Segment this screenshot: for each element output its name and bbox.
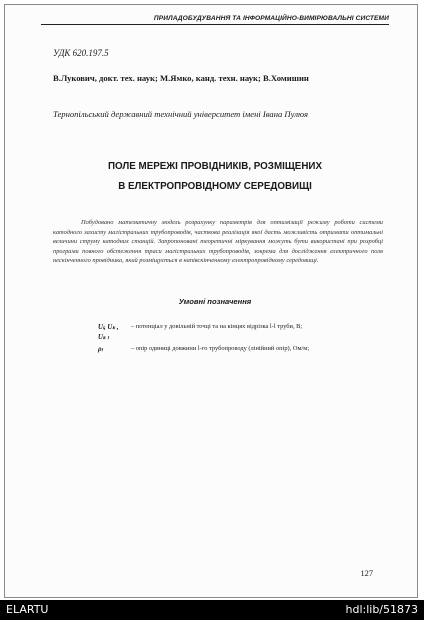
notation-heading: Умовні позначення xyxy=(178,297,252,306)
notation-definition: – опір одиниці довжини l-го трубопроводу (лінійний опір), Ом/м; xyxy=(131,345,310,352)
notation-symbol: ρₗ xyxy=(98,346,103,353)
handle-link[interactable]: hdl:lib/51873 xyxy=(345,603,418,616)
udk-code: УДК 620.197.5 xyxy=(53,48,109,58)
authors-line: В.Лукович, докт. тех. наук; М.Ямко, канд. техн. наук; В.Хомишин xyxy=(53,73,309,83)
document-page xyxy=(4,4,418,598)
notation-definition: – потенціал у довільній точці та на кінцях відрізка l-l труби, В; xyxy=(131,323,303,330)
repository-footer-bar xyxy=(0,600,424,620)
notation-symbol: Uₗ, Uₖ , xyxy=(98,324,119,331)
article-title-line-1: ПОЛЕ МЕРЕЖІ ПРОВІДНИКІВ, РОЗМІЩЕНИХ xyxy=(107,161,322,172)
affiliation-line: Тернопільський державний технічний університет імені Івана Пулюя xyxy=(53,109,309,119)
journal-header: ПРИЛАДОБУДУВАННЯ ТА ІНФОРМАЦІЙНО-ВИМІРЮВАЛЬНІ СИСТЕМИ xyxy=(41,15,389,25)
abstract-paragraph: Побудовано математичну модель розрахунку параметрів для оптимізації режиму роботи системи катодного захисту магістральних трубопроводів, часткова реалізація якої дасть можливість отримати оптимальні величини струму катодних станцій. Запропоновані теоретичні міркування можуть бути використані при розробці програми повного обстеження траси магістральних трубопроводів, зокрема для дослідження електричного поля нескінченного провідника, який розміщується в напівскінченному електропровідному середовищі. xyxy=(53,219,383,265)
page-number: 127 xyxy=(360,569,373,578)
notation-symbol: Uₖ ₗ xyxy=(98,334,109,341)
repository-name: ELARTU xyxy=(6,603,49,616)
article-title-line-2: В ЕЛЕКТРОПРОВІДНОМУ СЕРЕДОВИЩІ xyxy=(118,181,312,192)
